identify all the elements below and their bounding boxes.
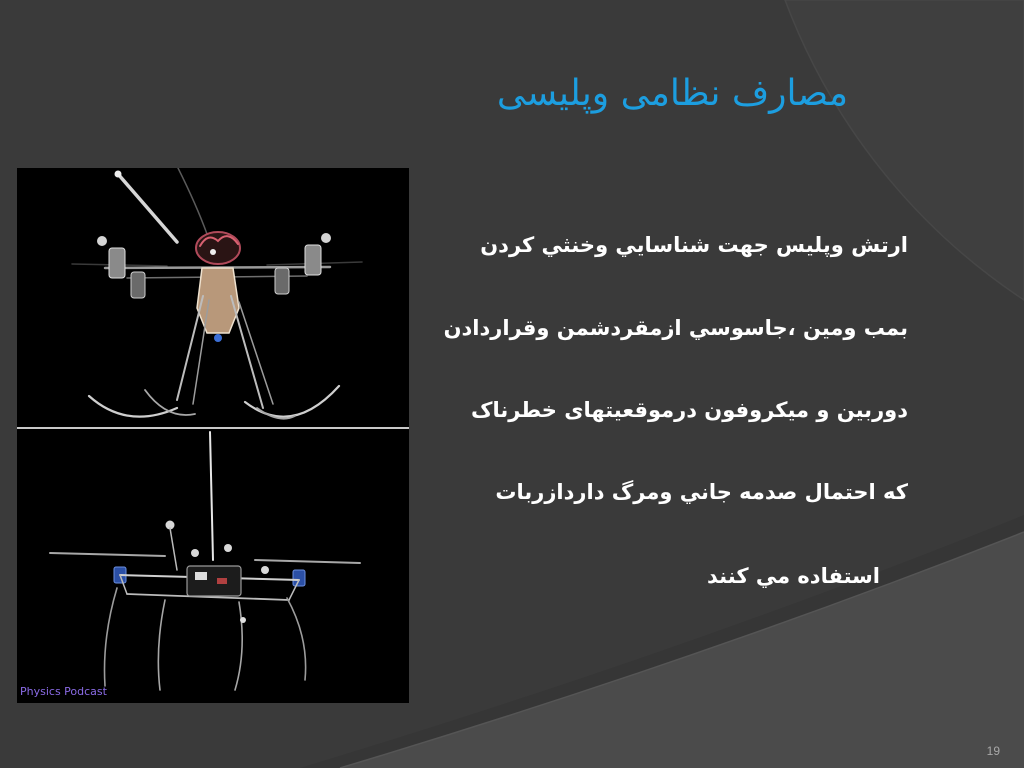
circuit-board bbox=[196, 232, 240, 264]
drone-illustration bbox=[17, 168, 409, 703]
board-component bbox=[210, 249, 216, 255]
marker-ball bbox=[191, 549, 199, 557]
motor-cap bbox=[97, 236, 107, 246]
photo-watermark: Physics Podcast bbox=[20, 685, 107, 698]
body-line: بمب ومين ،جاسوسي ازمقردشمن وقراردادن bbox=[443, 316, 908, 340]
body-sensor bbox=[214, 334, 222, 342]
drone-photo bbox=[17, 168, 409, 703]
body-line: كه احتمال صدمه جاني ومرگ داردازربات bbox=[495, 480, 908, 504]
body-line: استفاده مي كنند bbox=[707, 564, 880, 588]
board-component bbox=[195, 572, 207, 580]
motor-pod bbox=[275, 268, 289, 294]
motor-pod bbox=[109, 248, 125, 278]
marker-ball bbox=[224, 544, 232, 552]
motor-pod bbox=[131, 272, 145, 298]
motor-pod bbox=[293, 570, 305, 586]
slide-title: مصارف نظامی وپلیسی bbox=[496, 73, 848, 114]
board-component bbox=[217, 578, 227, 584]
payload-clip bbox=[240, 617, 246, 623]
page-number: 19 bbox=[986, 744, 1000, 758]
marker-ball bbox=[261, 566, 269, 574]
antenna-tip bbox=[115, 171, 122, 178]
body-line: ارتش وپلیس جهت شناسايي وخنثي كردن bbox=[480, 233, 908, 257]
electronics-box bbox=[187, 566, 241, 596]
body-line: دوربين و ميكروفون درموقعیتهای خطرناک bbox=[470, 398, 908, 422]
motor-pod bbox=[305, 245, 321, 275]
motor-cap bbox=[321, 233, 331, 243]
